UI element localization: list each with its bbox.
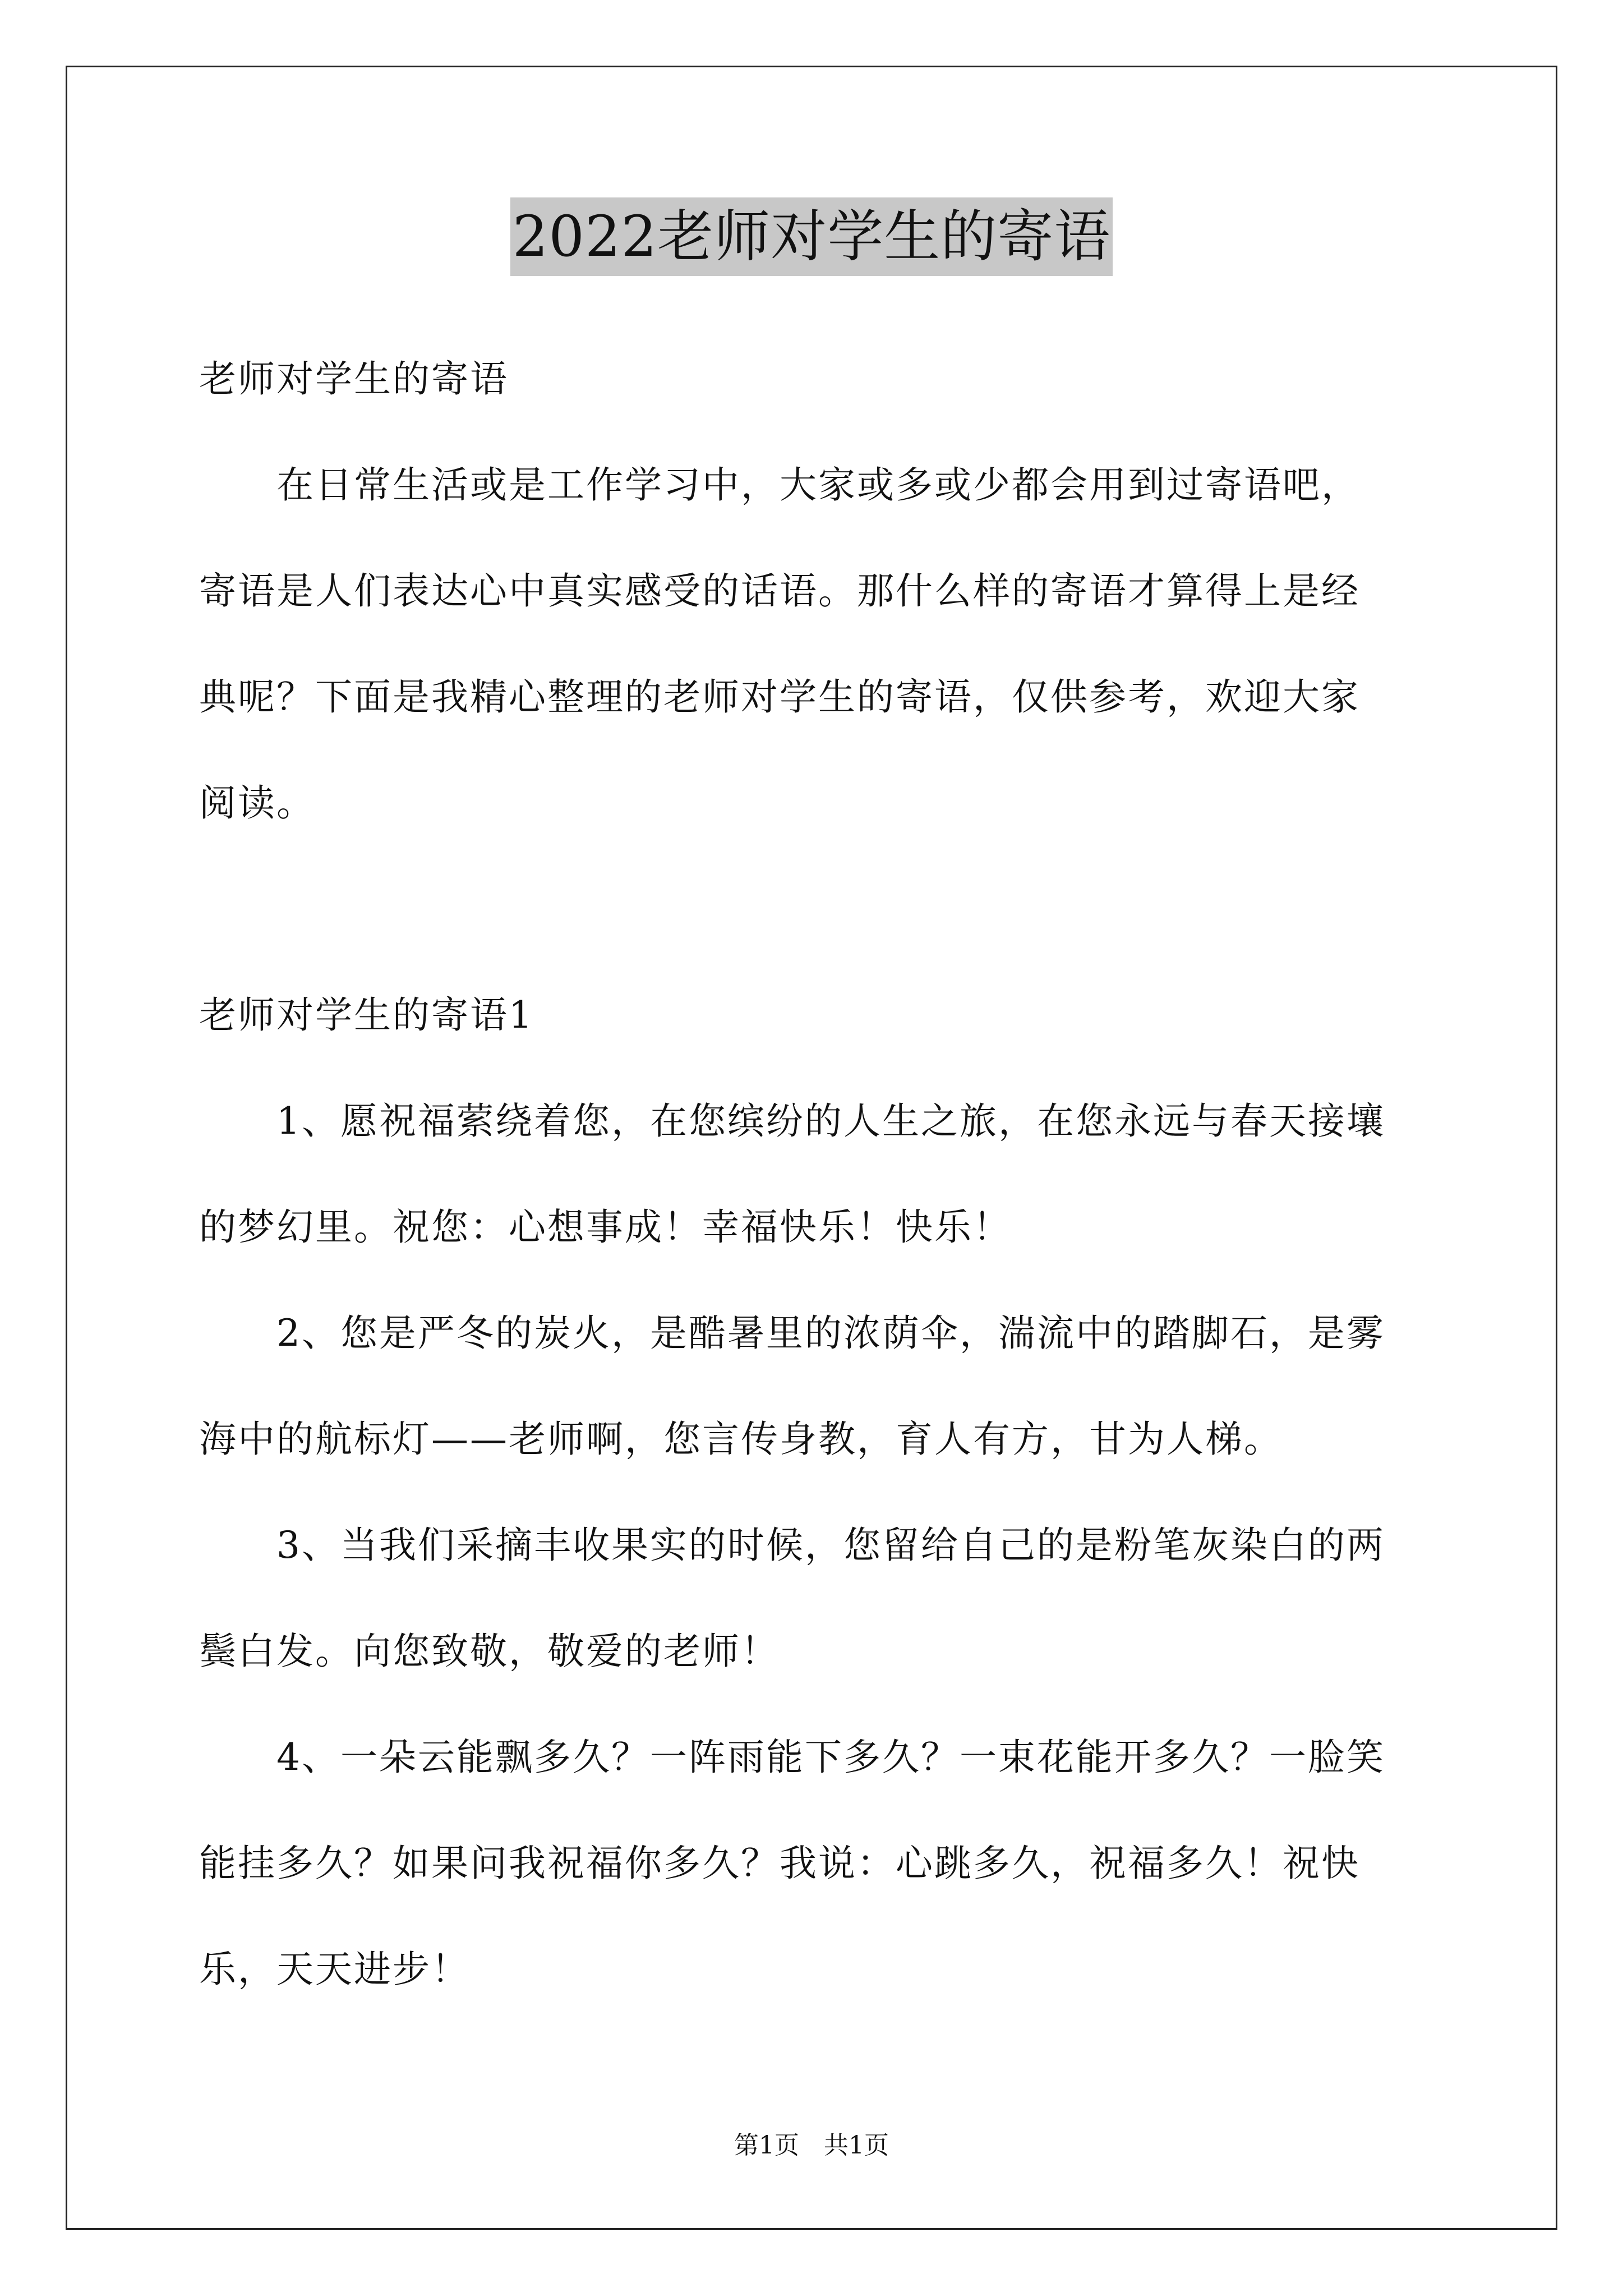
paragraph-line: 4、一朵云能飘多久？一阵雨能下多久？一束花能开多久？一脸笑 xyxy=(199,1736,1385,1779)
paragraph-line: 乐，天天进步！ xyxy=(199,1948,470,1991)
intro-line: 阅读。 xyxy=(199,781,315,825)
paragraph-line: 2、您是严冬的炭火，是酷暑里的浓荫伞，湍流中的踏脚石，是雾 xyxy=(199,1312,1385,1355)
page-footer: 第1页 共1页 xyxy=(734,2131,889,2160)
intro-line: 寄语是人们表达心中真实感受的话语。那什么样的寄语才算得上是经 xyxy=(199,569,1360,613)
intro-line: 在日常生活或是工作学习中，大家或多或少都会用到过寄语吧， xyxy=(199,463,1360,507)
intro-line: 典呢？下面是我精心整理的老师对学生的寄语，仅供参考，欢迎大家 xyxy=(199,675,1360,719)
title-container xyxy=(0,197,1623,276)
paragraph-line: 能挂多久？如果问我祝福你多久？我说：心跳多久，祝福多久！祝快 xyxy=(199,1842,1360,1885)
section-heading: 老师对学生的寄语 xyxy=(199,357,509,401)
paragraph-line: 的梦幻里。祝您：心想事成！幸福快乐！快乐！ xyxy=(199,1205,1012,1249)
paragraph-line: 鬓白发。向您致敬，敬爱的老师！ xyxy=(199,1630,780,1673)
section-heading: 老师对学生的寄语1 xyxy=(199,993,534,1037)
paragraph-line: 海中的航标灯——老师啊，您言传身教，育人有方，甘为人梯。 xyxy=(199,1418,1283,1461)
paragraph-line: 1、愿祝福萦绕着您，在您缤纷的人生之旅，在您永远与春天接壤 xyxy=(199,1099,1385,1143)
paragraph-line: 3、当我们采摘丰收果实的时候，您留给自己的是粉笔灰染白的两 xyxy=(199,1524,1385,1567)
document-title: 2022老师对学生的寄语 xyxy=(510,197,1113,276)
